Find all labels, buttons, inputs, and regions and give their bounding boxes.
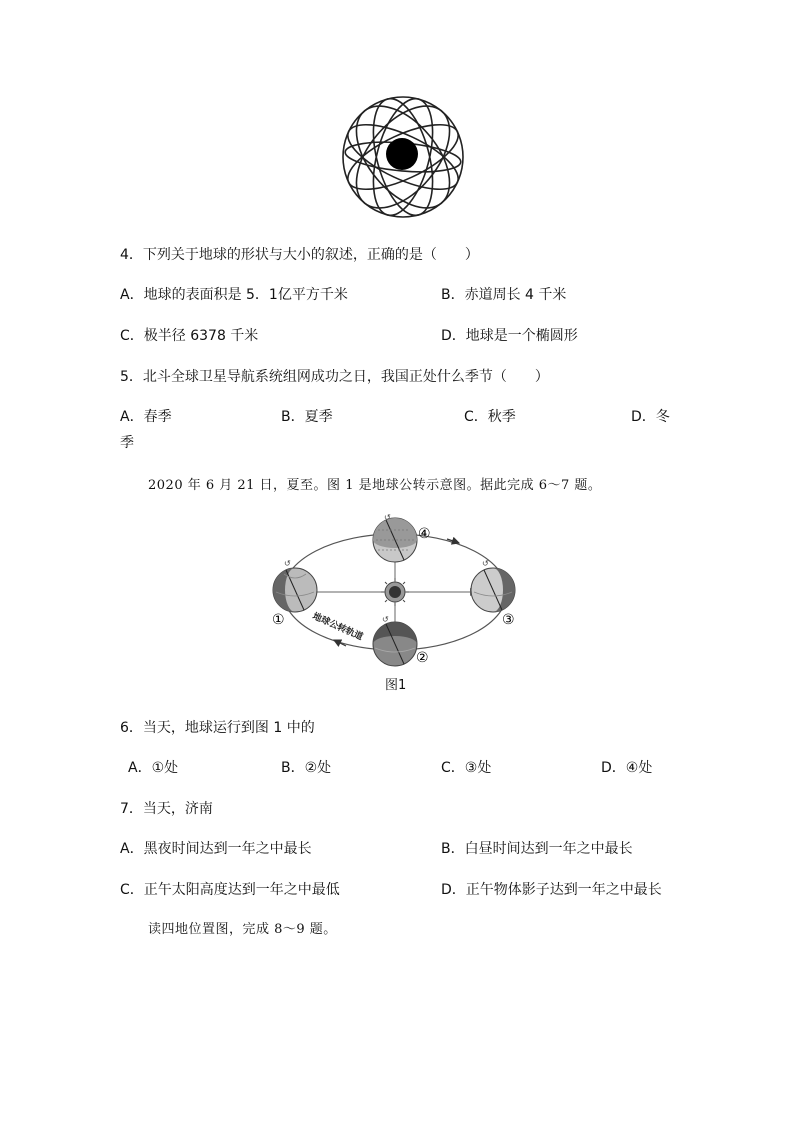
earth-position-2 — [373, 622, 417, 666]
earth-position-1 — [273, 568, 317, 612]
q7-option-d: D．正午物体影子达到一年之中最长 — [441, 882, 662, 898]
q6-option-d: D．④处 — [601, 760, 653, 776]
svg-text:↺: ↺ — [482, 559, 489, 568]
svg-text:↺: ↺ — [384, 513, 391, 522]
earth-revolution-figure — [262, 512, 532, 678]
q7-option-a: A．黑夜时间达到一年之中最长 — [120, 841, 312, 857]
label-3: ③ — [502, 612, 515, 628]
q5-option-c: C．秋季 — [464, 409, 516, 425]
label-2: ② — [416, 650, 429, 666]
q4-option-c: C．极半径 6378 千米 — [120, 328, 259, 344]
sun-icon — [381, 578, 409, 606]
svg-text:↺: ↺ — [382, 615, 389, 624]
intro-8-9: 读四地位置图，完成 8～9 题。 — [148, 922, 337, 937]
earth-position-3 — [471, 568, 515, 612]
label-1: ① — [272, 612, 285, 628]
intro-6-7: 2020 年 6 月 21 日，夏至。图 1 是地球公转示意图。据此完成 6～7 题。 — [148, 478, 602, 493]
orbit-label: 地球公转轨道 — [310, 611, 365, 643]
q5-option-d: D．冬 — [631, 409, 670, 425]
q7-option-b: B．白昼时间达到一年之中最长 — [441, 841, 633, 857]
q6-option-c: C．③处 — [441, 760, 492, 776]
q7-option-c: C．正午太阳高度达到一年之中最低 — [120, 882, 340, 898]
q5-option-b: B．夏季 — [281, 409, 333, 425]
q5-option-d-wrap: 季 — [120, 435, 134, 451]
question-7-stem: 7．当天，济南 — [120, 801, 213, 817]
svg-text:↺: ↺ — [284, 559, 291, 568]
earth-core-icon — [386, 138, 418, 170]
q6-option-b: B．②处 — [281, 760, 332, 776]
q4-option-d: D．地球是一个椭圆形 — [441, 328, 578, 344]
label-4: ④ — [418, 526, 431, 542]
question-6-stem: 6．当天，地球运行到图 1 中的 — [120, 720, 315, 736]
q5-option-a: A．春季 — [120, 409, 172, 425]
figure-1-caption: 图1 — [385, 678, 407, 693]
question-4-stem: 4．下列关于地球的形状与大小的叙述，正确的是（ ） — [120, 247, 479, 263]
q6-option-a: A．①处 — [128, 760, 179, 776]
question-5-stem: 5．北斗全球卫星导航系统组网成功之日，我国正处什么季节（ ） — [120, 369, 549, 385]
earth-position-4 — [373, 518, 417, 562]
satellite-orbit-figure — [338, 92, 468, 222]
q4-option-b: B．赤道周长 4 千米 — [441, 287, 567, 303]
q4-option-a: A．地球的表面积是 5．1亿平方千米 — [120, 287, 348, 303]
